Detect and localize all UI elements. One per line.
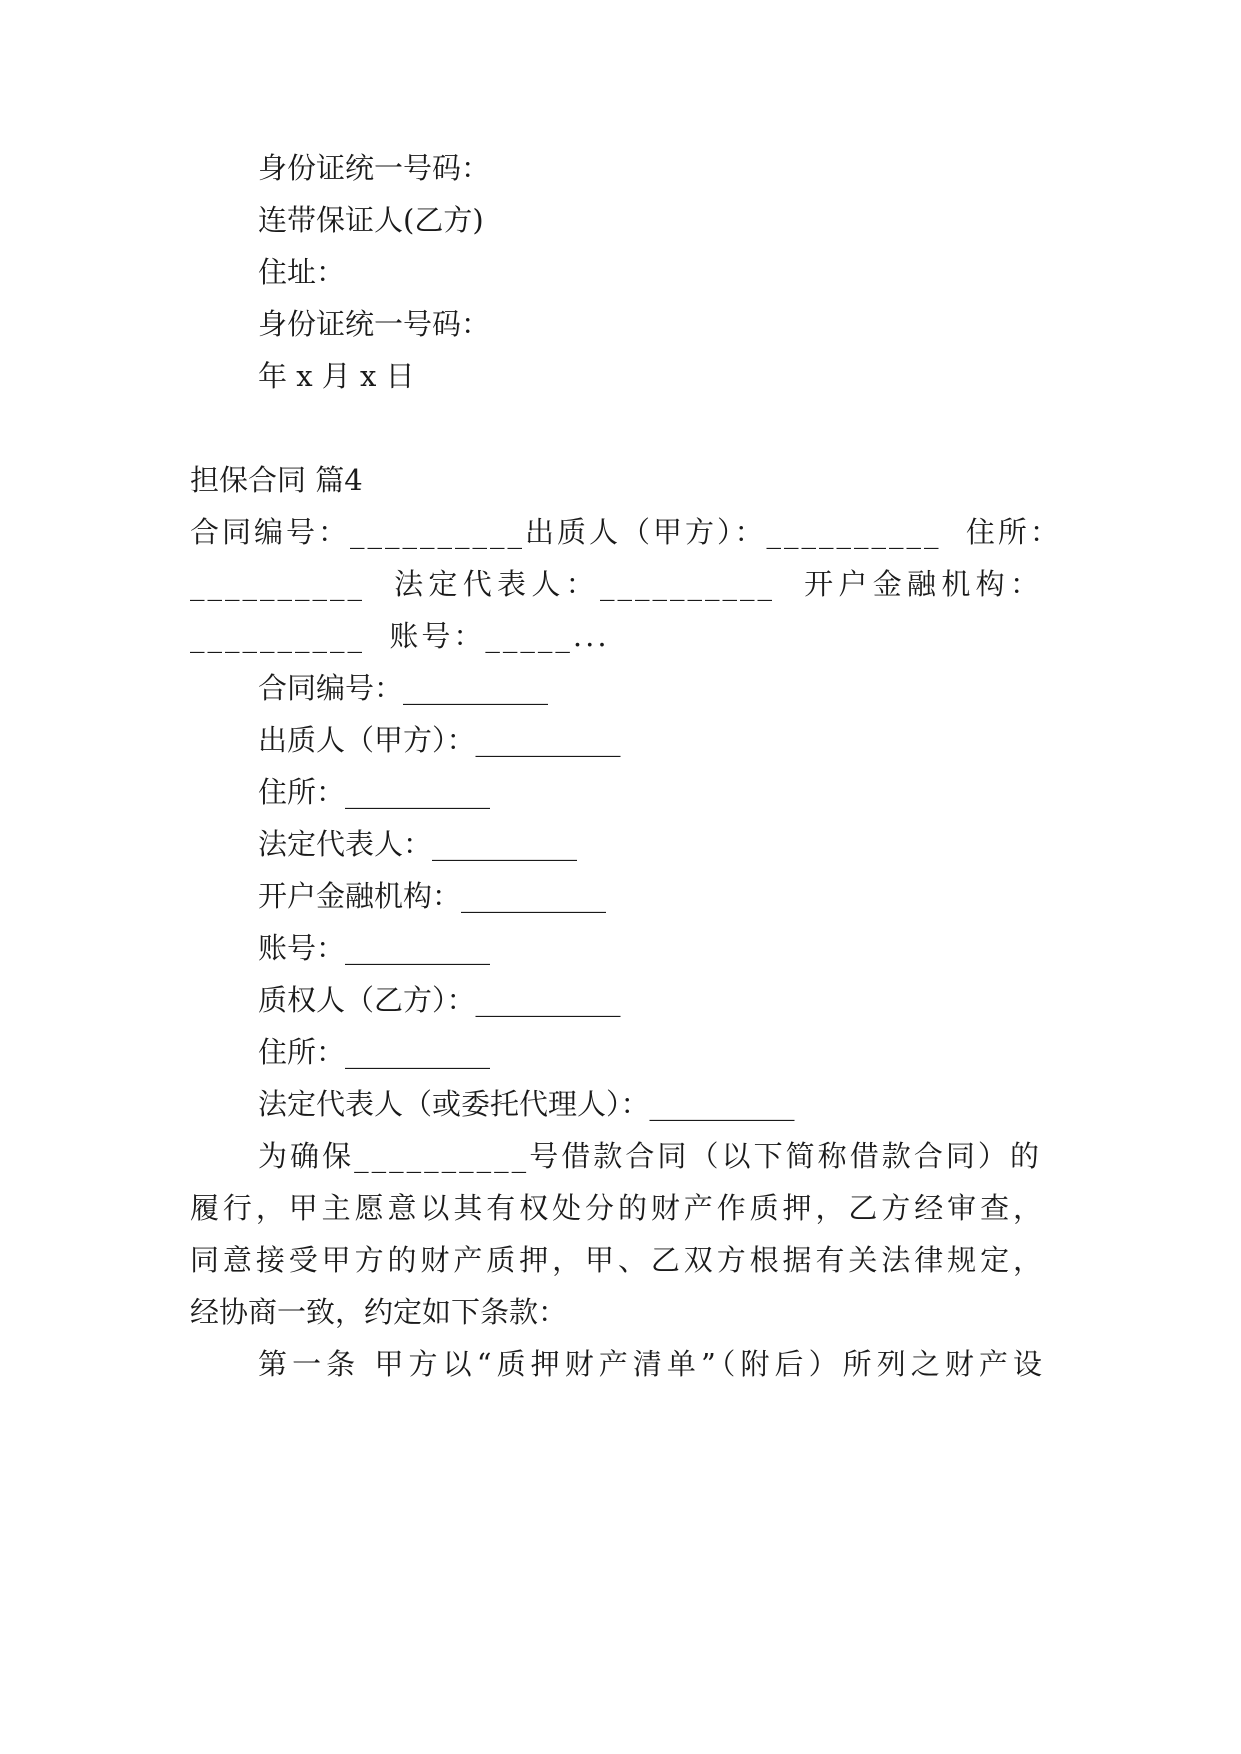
date-line: 年 x 月 x 日 <box>258 359 415 393</box>
summary-line: __________ 法定代表人：__________ 开户金融机构： <box>190 567 1042 601</box>
field-account: 账号：__________ <box>258 931 491 965</box>
field-pledgee: 质权人（乙方）：__________ <box>258 983 621 1017</box>
guarantor-label: 连带保证人(乙方) <box>258 203 484 237</box>
address-label: 住址： <box>258 255 346 289</box>
id-number-label: 身份证统一号码： <box>258 151 491 185</box>
body-paragraph-line: 同意接受甲方的财产质押，甲、乙双方根据有关法律规定， <box>190 1243 1042 1277</box>
field-contract-number: 合同编号：__________ <box>258 671 549 705</box>
section-title: 担保合同 篇4 <box>190 463 363 497</box>
field-legal-rep: 法定代表人：__________ <box>258 827 578 861</box>
article-1-line: 第一条 甲方以“质押财产清单”（附后）所列之财产设 <box>258 1347 1042 1381</box>
id-number-label: 身份证统一号码： <box>258 307 491 341</box>
summary-line: 合同编号：__________出质人（甲方）：__________ 住所： <box>190 515 1062 549</box>
field-pledgor: 出质人（甲方）：__________ <box>258 723 621 757</box>
summary-line: __________ 账号：_____... <box>190 619 610 653</box>
body-paragraph-line: 为确保__________号借款合同（以下简称借款合同）的 <box>258 1139 1042 1173</box>
field-pledgor-address: 住所：__________ <box>258 775 491 809</box>
field-bank: 开户金融机构：__________ <box>258 879 607 913</box>
body-paragraph-line: 经协商一致，约定如下条款： <box>190 1295 568 1329</box>
field-pledgee-rep: 法定代表人（或委托代理人）：__________ <box>258 1087 795 1121</box>
field-pledgee-address: 住所：__________ <box>258 1035 491 1069</box>
body-paragraph-line: 履行，甲主愿意以其有权处分的财产作质押，乙方经审查， <box>190 1191 1042 1225</box>
